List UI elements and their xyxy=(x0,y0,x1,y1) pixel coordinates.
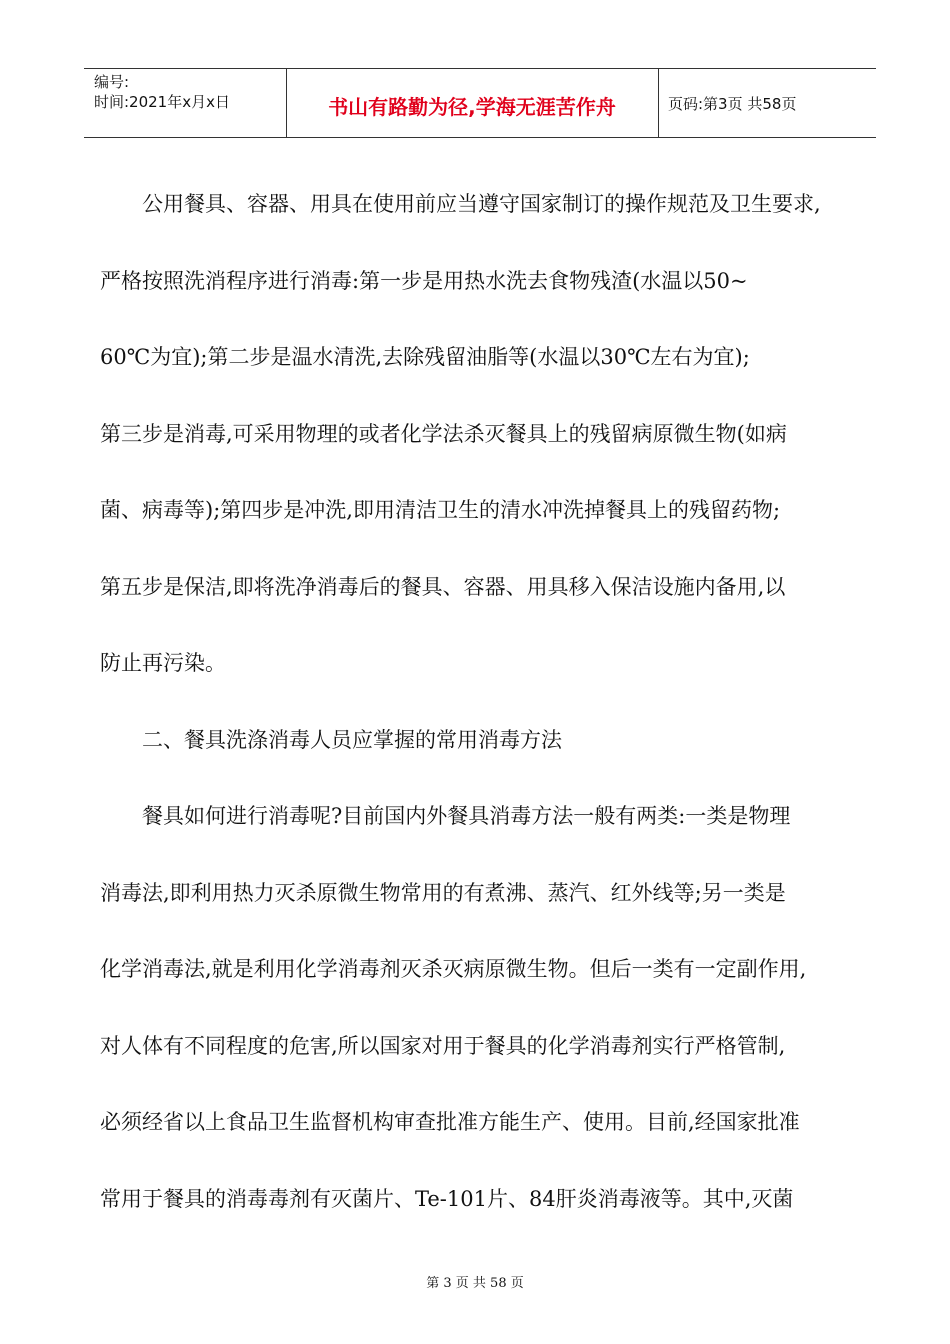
footer-page-number: 第 3 页 共 58 页 xyxy=(426,1276,524,1291)
body-line: 60℃为宜);第二步是温水清洗,去除残留油脂等(水温以30℃左右为宜); xyxy=(100,345,750,369)
header-motto-cell xyxy=(286,69,659,137)
body-line: 防止再污染。 xyxy=(100,651,226,675)
header-info-cell xyxy=(84,69,287,137)
body-line: 菌、病毒等);第四步是冲洗,即用清洁卫生的清水冲洗掉餐具上的残留药物; xyxy=(100,498,781,522)
header-page-cell xyxy=(658,69,876,137)
body-line: 严格按照洗消程序进行消毒:第一步是用热水洗去食物残渣(水温以50~ xyxy=(100,268,748,293)
page-header xyxy=(84,68,876,138)
section-heading: 二、餐具洗涤消毒人员应掌握的常用消毒方法 xyxy=(142,727,562,752)
body-line: 公用餐具、容器、用具在使用前应当遵守国家制订的操作规范及卫生要求, xyxy=(142,192,821,216)
body-line: 化学消毒法,就是利用化学消毒剂灭杀灭病原微生物。但后一类有一定副作用, xyxy=(100,957,807,981)
document-body xyxy=(100,166,860,1237)
header-motto: 书山有路勤为径,学海无涯苦作舟 xyxy=(328,95,616,119)
body-line: 餐具如何进行消毒呢?目前国内外餐具消毒方法一般有两类:一类是物理 xyxy=(142,804,791,828)
body-line: 第三步是消毒,可采用物理的或者化学法杀灭餐具上的残留病原微生物(如病 xyxy=(100,421,787,446)
document-time-label: 时间:2021年x月x日 xyxy=(94,93,230,111)
header-page-info: 页码:第3页 共58页 xyxy=(668,95,797,113)
body-line: 常用于餐具的消毒毒剂有灭菌片、Te-101片、84肝炎消毒液等。其中,灭菌 xyxy=(100,1186,794,1211)
body-line: 第五步是保洁,即将洗净消毒后的餐具、容器、用具移入保洁设施内备用,以 xyxy=(100,574,786,599)
body-line: 消毒法,即利用热力灭杀原微生物常用的有煮沸、蒸汽、红外线等;另一类是 xyxy=(100,880,786,905)
page-footer xyxy=(0,1272,950,1291)
body-line: 必须经省以上食品卫生监督机构审查批准方能生产、使用。目前,经国家批准 xyxy=(100,1110,800,1134)
body-line: 对人体有不同程度的危害,所以国家对用于餐具的化学消毒剂实行严格管制, xyxy=(100,1033,786,1058)
document-number-label: 编号: xyxy=(94,73,130,91)
